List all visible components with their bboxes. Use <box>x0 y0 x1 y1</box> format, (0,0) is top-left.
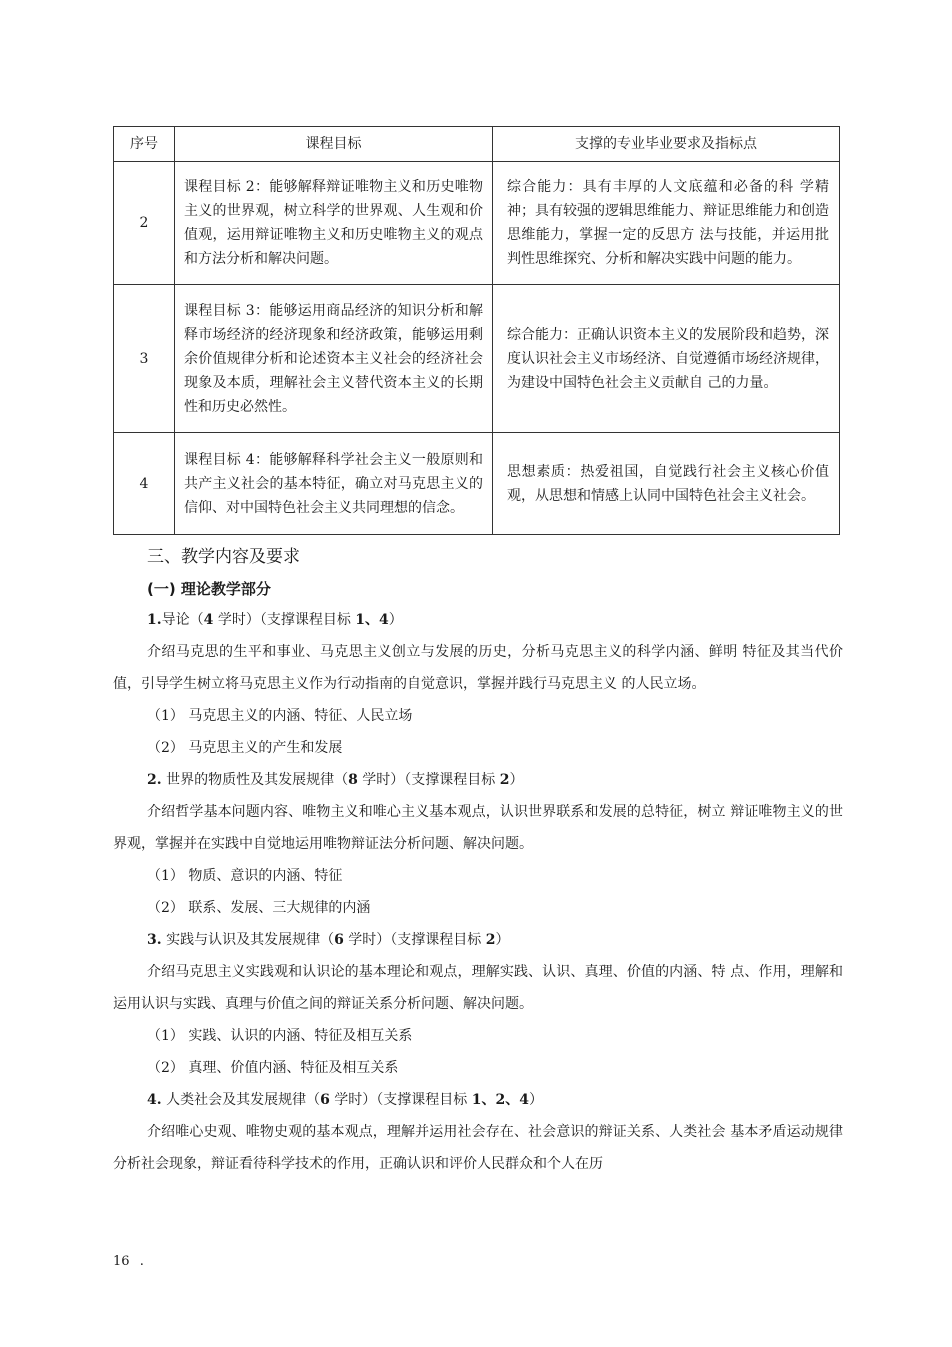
item-title: 人类社会及其发展规律（ <box>161 1092 321 1108</box>
item-close: ） <box>528 1092 543 1108</box>
item-hours: 6 <box>320 1092 330 1108</box>
row-requirement: 综合能力：具有丰厚的人文底蕴和必备的科 学精神；具有较强的逻辑思维能力、辩证思维能力和创造思维能力，掌握一定的反思方 法与技能，并运用批判性思维探究、分析和解决实践中问题的能力。 <box>493 162 840 285</box>
list-item: （2） 马克思主义的产生和发展 <box>147 740 343 756</box>
header-num: 序号 <box>114 127 175 162</box>
row-num: 2 <box>114 162 175 285</box>
page-footer <box>113 1252 144 1272</box>
subsection-title: (一) 理论教学部分 <box>147 580 271 598</box>
item-description: 介绍唯心史观、唯物史观的基本观点，理解并运用社会存在、社会意识的辩证关系、人类社会 基本矛盾运动规律分析社会现象，辩证看待科学技术的作用，正确认识和评价人民群众和个人在历 <box>113 1124 843 1172</box>
item-number: 2. <box>147 772 162 788</box>
item-targets: 2 <box>499 772 510 788</box>
header-requirement: 支撑的专业毕业要求及指标点 <box>493 127 840 162</box>
row-num: 4 <box>114 433 175 535</box>
item-description: 介绍马克思主义实践观和认识论的基本理论和观点，理解实践、认识、真理、价值的内涵、特 点、作用，理解和运用认识与实践、真理与价值之间的辩证关系分析问题、解决问题。 <box>113 964 843 1012</box>
item-heading <box>113 924 843 956</box>
page-number: 16 <box>113 1254 130 1269</box>
table-header-row <box>114 127 840 162</box>
list-item: （1） 马克思主义的内涵、特征、人民立场 <box>147 708 413 724</box>
row-num: 3 <box>114 285 175 433</box>
row-goal: 课程目标 4：能够解释科学社会主义一般原则和共产主义社会的基本特征，确立对马克思主义的信仰、对中国特色社会主义共同理想的信念。 <box>175 433 493 535</box>
item-number: 3. <box>147 932 162 948</box>
item-heading <box>113 1084 843 1116</box>
item-hours: 8 <box>348 772 358 788</box>
item-title-tail: 学时）（支撑课程目标 <box>213 612 356 628</box>
item-hours: 6 <box>334 932 344 948</box>
course-goals-table <box>113 126 840 535</box>
item-title-tail: 学时）（支撑课程目标 <box>343 932 486 948</box>
list-item: （2） 真理、价值内涵、特征及相互关系 <box>147 1060 399 1076</box>
item-title: 实践与认识及其发展规律（ <box>161 932 335 948</box>
item-number: 1. <box>147 612 162 628</box>
row-requirement: 思想素质：热爱祖国，自觉践行社会主义核心价值观，从思想和情感上认同中国特色社会主义社会。 <box>493 433 840 535</box>
item-close: ） <box>509 772 524 788</box>
row-goal: 课程目标 3：能够运用商品经济的知识分析和解释市场经济的经济现象和经济政策，能够运用剩余价值规律分析和论述资本主义社会的经济社会现象及本质，理解社会主义替代资本主义的长期性和历史必然性。 <box>175 285 493 433</box>
item-targets: 1、4 <box>355 612 389 628</box>
item-description: 介绍马克思的生平和事业、马克思主义创立与发展的历史，分析马克思主义的科学内涵、鲜明 特征及其当代价值，引导学生树立将马克思主义作为行动指南的自觉意识，掌握并践行马克思主义 的人民立场。 <box>113 644 843 692</box>
item-title: 导论（ <box>161 612 204 628</box>
item-heading <box>113 604 843 636</box>
header-goal: 课程目标 <box>175 127 493 162</box>
item-heading <box>113 764 843 796</box>
list-item: （1） 物质、意识的内涵、特征 <box>147 868 343 884</box>
row-goal: 课程目标 2：能够解释辩证唯物主义和历史唯物主义的世界观，树立科学的世界观、人生观和价值观，运用辩证唯物主义和历史唯物主义的观点和方法分析和解决问题。 <box>175 162 493 285</box>
item-close: ） <box>388 612 403 628</box>
list-item: （1） 实践、认识的内涵、特征及相互关系 <box>147 1028 413 1044</box>
item-targets: 2 <box>485 932 496 948</box>
table-row <box>114 162 840 285</box>
page-number-dot: . <box>139 1254 144 1269</box>
item-title-tail: 学时）（支撑课程目标 <box>357 772 500 788</box>
item-close: ） <box>495 932 510 948</box>
item-description: 介绍哲学基本问题内容、唯物主义和唯心主义基本观点，认识世界联系和发展的总特征，树立 辩证唯物主义的世界观，掌握并在实践中自觉地运用唯物辩证法分析问题、解决问题。 <box>113 804 843 852</box>
item-targets: 1、2、4 <box>471 1092 529 1108</box>
list-item: （2） 联系、发展、三大规律的内涵 <box>147 900 371 916</box>
table-row <box>114 285 840 433</box>
teaching-content <box>113 604 843 1180</box>
table-row <box>114 433 840 535</box>
row-requirement: 综合能力：正确认识资本主义的发展阶段和趋势，深度认识社会主义市场经济、自觉遵循市场经济规律，为建设中国特色社会主义贡献自 己的力量。 <box>493 285 840 433</box>
item-hours: 4 <box>203 612 214 628</box>
section-title: 三、教学内容及要求 <box>147 547 300 567</box>
item-title-tail: 学时）（支撑课程目标 <box>329 1092 472 1108</box>
item-title: 世界的物质性及其发展规律（ <box>161 772 349 788</box>
item-number: 4. <box>147 1092 162 1108</box>
